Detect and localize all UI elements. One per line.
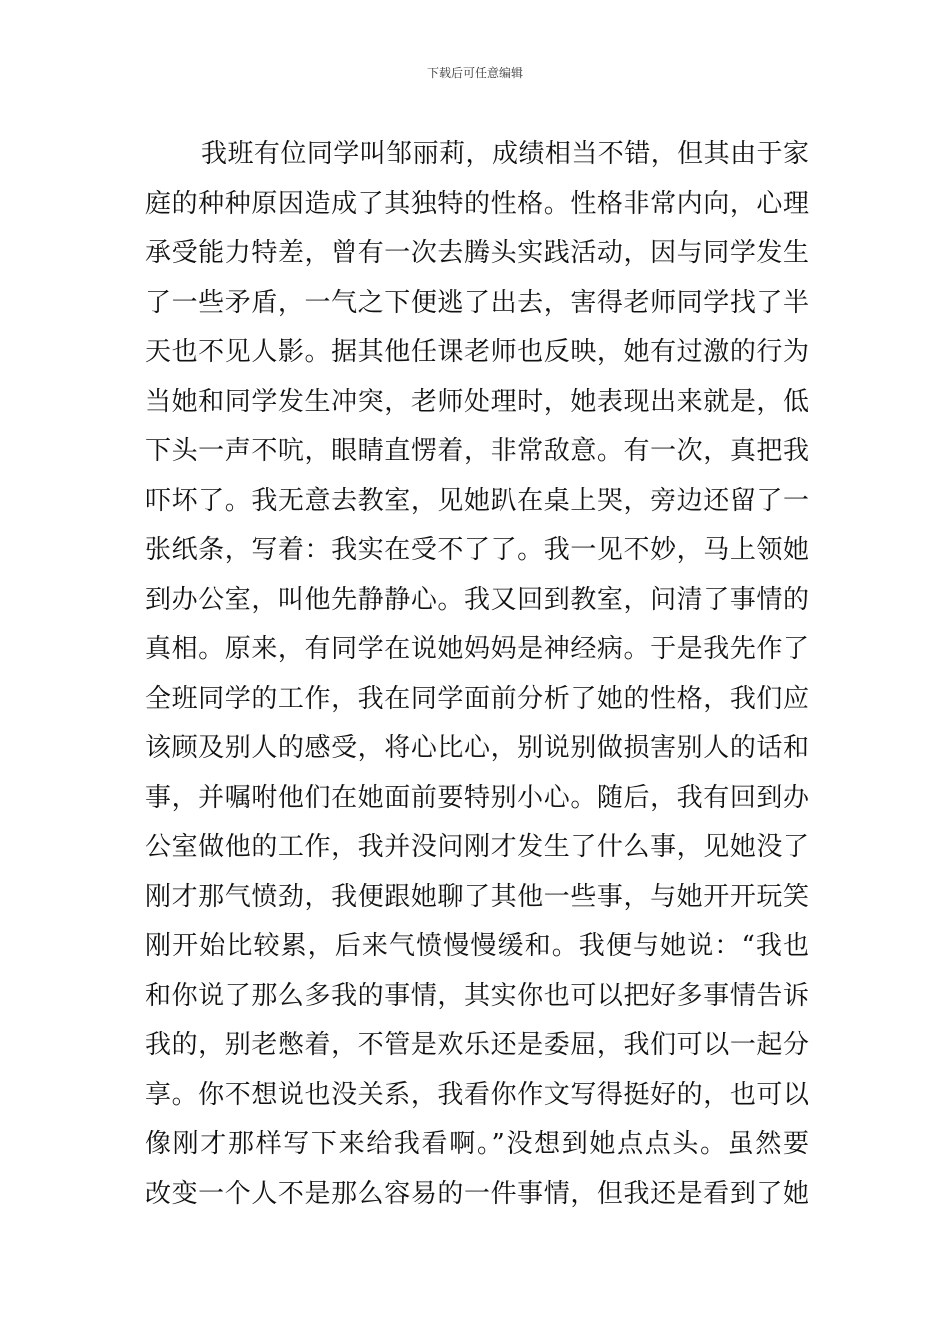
page-header: 下载后可任意编辑 [426,66,523,80]
paragraph-line: 张纸条，写着：我实在受不了了。我一见不妙，马上领她 [145,535,809,565]
paragraph-line: 我的，别老憋着，不管是欢乐还是委屈，我们可以一起分 [145,1030,809,1060]
paragraph-line: 真相。原来，有同学在说她妈妈是神经病。于是我先作了 [145,634,809,664]
paragraph-line: 庭的种种原因造成了其独特的性格。性格非常内向，心理 [145,188,809,219]
paragraph-line: 刚开始比较累，后来气愤慢慢缓和。我便与她说：“我也 [145,931,809,961]
paragraph-line: 像刚才那样写下来给我看啊。”没想到她点点头。虽然要 [145,1129,809,1159]
paragraph-line: 该顾及别人的感受，将心比心，别说别做损害别人的话和 [145,733,809,763]
paragraph-line: 天也不见人影。据其他任课老师也反映，她有过激的行为 [145,337,809,367]
paragraph-line: 承受能力特差，曾有一次去腾头实践活动，因与同学发生 [145,238,809,268]
paragraph-line: 到办公室，叫他先静静心。我又回到教室，问清了事情的 [145,584,809,615]
document-body [145,130,809,1219]
paragraph-line: 下头一声不吭，眼睛直愣着，非常敌意。有一次，真把我 [145,436,809,466]
paragraph-line: 改变一个人不是那么容易的一件事情，但我还是看到了她 [145,1178,809,1209]
paragraph-line: 了一些矛盾，一气之下便逃了出去，害得老师同学找了半 [145,287,809,318]
paragraph-line: 享。你不想说也没关系，我看你作文写得挺好的，也可以 [145,1079,809,1110]
paragraph-line: 刚才那气愤劲，我便跟她聊了其他一些事，与她开开玩笑 [145,881,809,912]
paragraph-line: 吓坏了。我无意去教室，见她趴在桌上哭，旁边还留了一 [145,485,809,516]
paragraph-line: 和你说了那么多我的事情，其实你也可以把好多事情告诉 [145,980,809,1011]
paragraph-line: 事，并嘱咐他们在她面前要特别小心。随后，我有回到办 [145,782,809,813]
paragraph-line: 我班有位同学叫邹丽莉，成绩相当不错，但其由于家 [201,139,809,169]
paragraph-line: 全班同学的工作，我在同学面前分析了她的性格，我们应 [145,683,809,714]
paragraph-line: 公室做他的工作，我并没问刚才发生了什么事，见她没了 [145,832,809,862]
paragraph-line: 当她和同学发生冲突，老师处理时，她表现出来就是，低 [145,386,809,417]
